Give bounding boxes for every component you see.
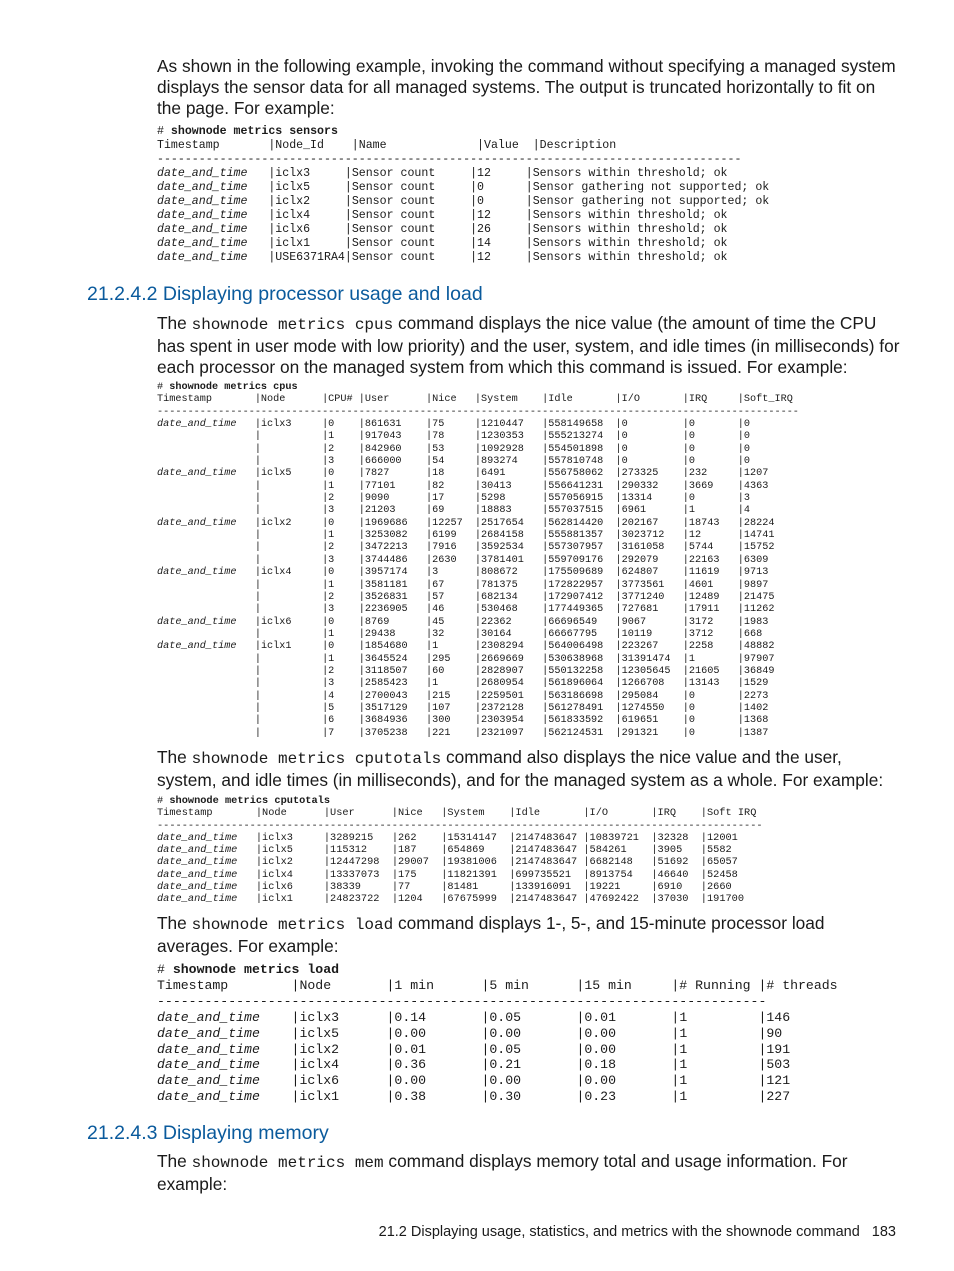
output-header: Timestamp |Node |CPU# |User |Nice |System |Idle |I/O |IRQ |Soft_IRQ: [157, 394, 793, 406]
timestamp-cell: date_and_time: [157, 831, 238, 844]
output-row: date_and_time |iclx3 |0.14 |0.05 |0.01 |1 |146: [157, 1009, 791, 1025]
output-row: date_and_time |iclx3 |3289215 |262 |15314147 |2147483647 |10839721 |32328 |12001: [157, 831, 738, 844]
timestamp-cell: date_and_time: [157, 567, 237, 579]
output-row: date_and_time |iclx6 |0 |8769 |45 |22362 |66696549 |9067 |3172 |1983: [157, 616, 769, 628]
output-row: date_and_time |iclx6 |0.00 |0.00 |0.00 |1 |121: [157, 1073, 791, 1089]
command-text: shownode metrics sensors: [170, 125, 338, 138]
load-output: [157, 962, 838, 1105]
output-row: | |3 |2585423 |1 |2680954 |561896064 |1266708 |13143 |1529: [157, 678, 769, 690]
inline-code: shownode metrics mem: [191, 1154, 384, 1172]
output-row: date_and_time |iclx5 |115312 |187 |654869 |2147483647 |584261 |3905 |5582: [157, 844, 732, 857]
output-row: date_and_time |iclx5 |Sensor count |0 |Sensor gathering not supported; ok: [157, 181, 770, 194]
output-header: Timestamp |Node |User |Nice |System |Idle |I/O |IRQ |Soft IRQ: [157, 807, 757, 820]
output-row: date_and_time |USE6371RA4|Sensor count |12 |Sensors within threshold; ok: [157, 251, 728, 264]
command-line: # shownode metrics cpus: [157, 382, 298, 393]
timestamp-cell: date_and_time: [157, 1041, 260, 1057]
output-row: | |4 |2700043 |215 |2259501 |563186698 |295084 |0 |2273: [157, 690, 769, 702]
output-row: | |2 |3118507 |60 |2828907 |550132258 |12305645 |21605 |36849: [157, 665, 775, 677]
output-row: date_and_time |iclx2 |0 |1969686 |12257 |2517654 |562814420 |202167 |18743 |28224: [157, 517, 775, 529]
timestamp-cell: date_and_time: [157, 195, 248, 208]
output-row: date_and_time |iclx3 |0 |861631 |75 |1210447 |558149658 |0 |0 |0: [157, 419, 751, 431]
output-row: date_and_time |iclx6 |38339 |77 |81481 |133916091 |19221 |6910 |2660: [157, 881, 732, 894]
output-row: | |1 |29438 |32 |30164 |66667795 |10119 |3712 |668: [157, 628, 763, 640]
timestamp-cell: date_and_time: [157, 517, 237, 529]
command-line: # shownode metrics cputotals: [157, 795, 331, 807]
output-separator: -----------------------------------------------------------------------------: [157, 993, 767, 1009]
output-separator: ---------------------------------------------------------------------------------------------------------: [157, 406, 799, 418]
output-row: date_and_time |iclx1 |0 |1854680 |1 |2308294 |564006498 |223267 |2258 |48882: [157, 641, 775, 653]
page-footer: [379, 1222, 896, 1242]
output-row: | |1 |3645524 |295 |2669669 |530638968 |31391474 |1 |97907: [157, 653, 775, 665]
timestamp-cell: date_and_time: [157, 223, 248, 236]
sensors-output: [157, 125, 769, 265]
output-row: | |2 |842960 |53 |1092928 |554501898 |0 |0 |0: [157, 443, 751, 455]
timestamp-cell: date_and_time: [157, 844, 238, 857]
command-text: shownode metrics cpus: [169, 382, 298, 393]
timestamp-cell: date_and_time: [157, 1057, 260, 1073]
inline-code: shownode metrics cpus: [191, 316, 394, 334]
timestamp-cell: date_and_time: [157, 641, 237, 653]
command-text: shownode metrics cputotals: [169, 795, 331, 807]
output-row: date_and_time |iclx5 |0 |7827 |18 |6491 |556758062 |273325 |232 |1207: [157, 468, 769, 480]
output-row: date_and_time |iclx6 |Sensor count |26 |Sensors within threshold; ok: [157, 223, 728, 236]
timestamp-cell: date_and_time: [157, 209, 248, 222]
output-row: | |1 |77101 |82 |30413 |556641231 |290332 |3669 |4363: [157, 480, 769, 492]
output-row: | |2 |3472213 |7916 |3592534 |557307957 |3161058 |5744 |15752: [157, 542, 775, 554]
timestamp-cell: date_and_time: [157, 167, 248, 180]
cpus-intro-paragraph: The shownode metrics cpus command displays the nice value (the amount of time the CPU has spent in user mode with low priority) and the user, system, and idle times (in milliseconds) for each processor on the managed system from which this command is issued. For example:: [157, 313, 900, 377]
timestamp-cell: date_and_time: [157, 468, 237, 480]
timestamp-cell: date_and_time: [157, 616, 237, 628]
inline-code: shownode metrics load: [191, 916, 394, 934]
timestamp-cell: date_and_time: [157, 881, 238, 894]
command-line: # shownode metrics sensors: [157, 125, 338, 138]
output-row: | |6 |3684936 |300 |2303954 |561833592 |619651 |0 |1368: [157, 715, 769, 727]
cputotals-intro-paragraph: The shownode metrics cputotals command also displays the nice value and the user, system, and idle times (in milliseconds), and for the managed system as a whole. For example:: [157, 747, 884, 790]
output-row: | |3 |2236905 |46 |530468 |177449365 |727681 |17911 |11262: [157, 604, 775, 616]
inline-code: shownode metrics cputotals: [191, 750, 442, 768]
section-heading-processor: 21.2.4.2 Displaying processor usage and load: [87, 283, 483, 305]
mem-intro-paragraph: The shownode metrics mem command displays memory total and usage information. For example:: [157, 1151, 848, 1194]
footer-section-title: 21.2 Displaying usage, statistics, and metrics with the shownode command: [378, 1224, 860, 1240]
timestamp-cell: date_and_time: [157, 251, 248, 264]
output-row: | |3 |666000 |54 |893274 |557810748 |0 |0 |0: [157, 456, 751, 468]
timestamp-cell: date_and_time: [157, 1025, 260, 1041]
output-row: date_and_time |iclx1 |24823722 |1204 |67675999 |2147483647 |47692422 |37030 |191700: [157, 893, 745, 906]
output-row: | |5 |3517129 |107 |2372128 |561278491 |1274550 |0 |1402: [157, 702, 769, 714]
output-row: date_and_time |iclx1 |0.38 |0.30 |0.23 |1 |227: [157, 1089, 791, 1105]
timestamp-cell: date_and_time: [157, 181, 248, 194]
load-intro-paragraph: The shownode metrics load command displays 1-, 5-, and 15-minute processor load averages. For example:: [157, 913, 825, 956]
command-text: shownode metrics load: [172, 962, 340, 977]
output-row: date_and_time |iclx4 |0 |3957174 |3 |808672 |175509689 |624807 |11619 |9713: [157, 567, 769, 579]
output-row: | |7 |3705238 |221 |2321097 |562124531 |291321 |0 |1387: [157, 727, 769, 739]
output-separator: ------------------------------------------------------------------------------------: [157, 153, 742, 166]
output-row: date_and_time |iclx4 |Sensor count |12 |Sensors within threshold; ok: [157, 209, 728, 222]
output-row: | |2 |9090 |17 |5298 |557056915 |13314 |0 |3: [157, 493, 751, 505]
timestamp-cell: date_and_time: [157, 893, 238, 906]
output-row: date_and_time |iclx3 |Sensor count |12 |Sensors within threshold; ok: [157, 167, 728, 180]
command-line: # shownode metrics load: [157, 962, 340, 977]
timestamp-cell: date_and_time: [157, 1009, 260, 1025]
output-row: date_and_time |iclx5 |0.00 |0.00 |0.00 |1 |90: [157, 1025, 783, 1041]
timestamp-cell: date_and_time: [157, 1073, 260, 1089]
timestamp-cell: date_and_time: [157, 856, 238, 869]
output-row: | |3 |3744486 |2630 |3781401 |559709176 |292079 |22163 |6309: [157, 554, 769, 566]
output-header: Timestamp |Node |1 min |5 min |15 min |# Running |# threads: [157, 977, 838, 993]
output-row: date_and_time |iclx1 |Sensor count |14 |Sensors within threshold; ok: [157, 237, 728, 250]
output-row: | |3 |21203 |69 |18883 |557037515 |6961 |1 |4: [157, 505, 751, 517]
output-row: | |2 |3526831 |57 |682134 |172907412 |3771240 |12489 |21475: [157, 591, 775, 603]
output-row: | |1 |3253082 |6199 |2684158 |555881357 |3023712 |12 |14741: [157, 530, 775, 542]
cpus-output: [157, 382, 799, 740]
output-header: Timestamp |Node_Id |Name |Value |Description: [157, 139, 617, 152]
output-row: | |1 |3581181 |67 |781375 |172822957 |3773561 |4601 |9897: [157, 579, 769, 591]
timestamp-cell: date_and_time: [157, 1089, 260, 1105]
output-row: date_and_time |iclx2 |Sensor count |0 |Sensor gathering not supported; ok: [157, 195, 770, 208]
output-row: date_and_time |iclx2 |0.01 |0.05 |0.00 |1 |191: [157, 1041, 791, 1057]
page-number: 183: [871, 1224, 896, 1240]
output-row: date_and_time |iclx4 |13337073 |175 |11821391 |699735521 |8913754 |46640 |52458: [157, 868, 738, 881]
timestamp-cell: date_and_time: [157, 419, 237, 431]
output-row: | |1 |917043 |78 |1230353 |555213274 |0 |0 |0: [157, 431, 751, 443]
section-heading-memory: 21.2.4.3 Displaying memory: [87, 1122, 329, 1144]
timestamp-cell: date_and_time: [157, 237, 248, 250]
timestamp-cell: date_and_time: [157, 868, 238, 881]
intro-paragraph: As shown in the following example, invoking the command without specifying a managed system displays the sensor data for all managed systems. The output is truncated horizontally to fit on the page. For example:: [157, 56, 896, 118]
cputotals-output: [157, 795, 763, 906]
output-row: date_and_time |iclx4 |0.36 |0.21 |0.18 |1 |503: [157, 1057, 791, 1073]
output-row: date_and_time |iclx2 |12447298 |29007 |19381006 |2147483647 |6682148 |51692 |65057: [157, 856, 738, 869]
output-separator: --------------------------------------------------------------------------------------------------: [157, 819, 763, 832]
